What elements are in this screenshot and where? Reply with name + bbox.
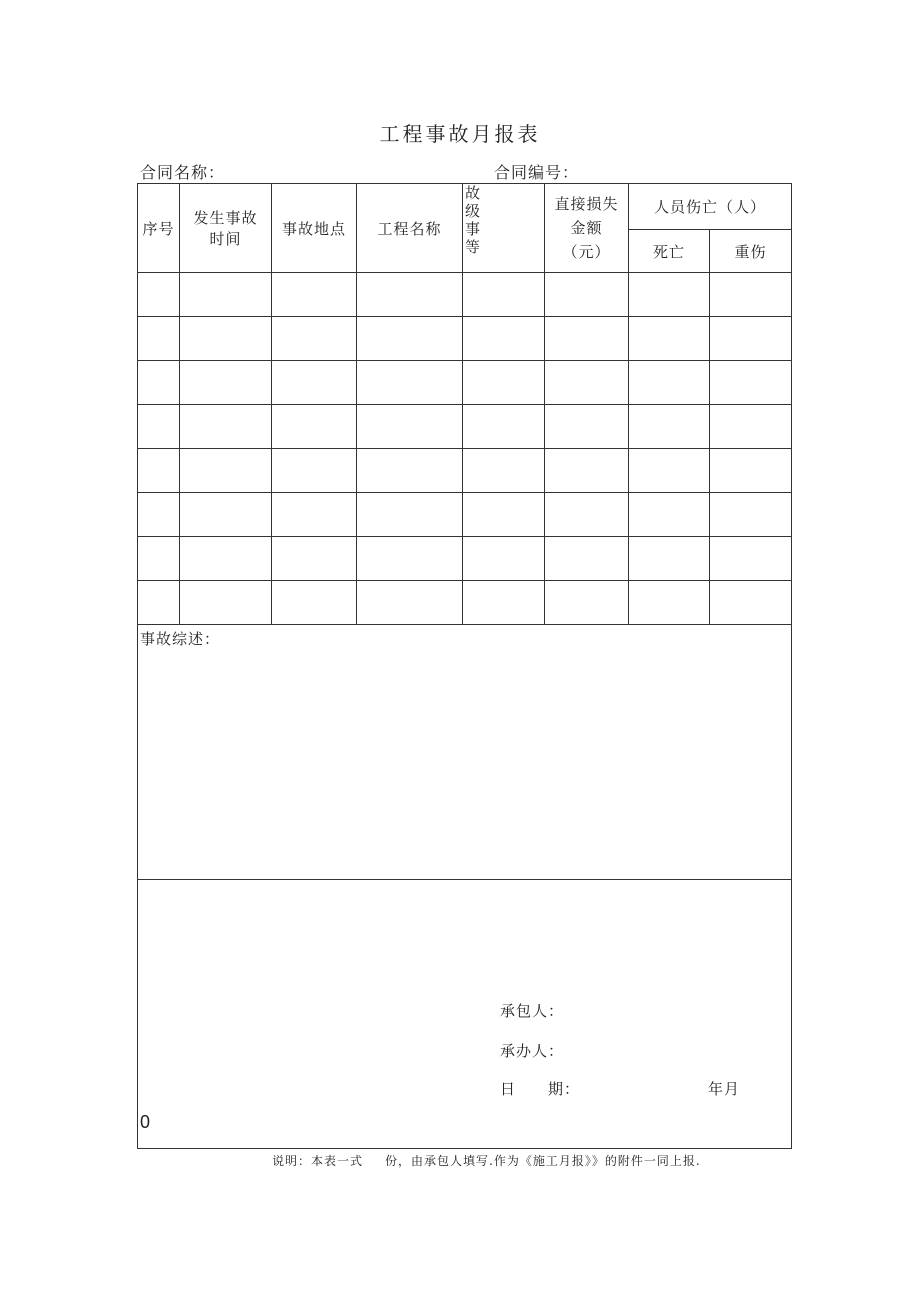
- cell-loss[interactable]: [545, 537, 629, 581]
- date-label: [500, 1078, 580, 1099]
- col-time-line1: 发生事故: [193, 209, 258, 227]
- cell-seq[interactable]: [138, 273, 180, 317]
- contract-no-label: 合同编号：: [494, 163, 580, 182]
- cell-death[interactable]: [629, 581, 710, 625]
- cell-time[interactable]: [180, 361, 272, 405]
- sign-cell: [138, 880, 792, 1149]
- cell-project[interactable]: [357, 537, 463, 581]
- cell-time[interactable]: [180, 581, 272, 625]
- cell-project[interactable]: [357, 273, 463, 317]
- col-level-char: 等: [465, 238, 482, 256]
- table-row: [138, 581, 792, 625]
- cell-project[interactable]: [357, 361, 463, 405]
- summary-row: [138, 625, 792, 880]
- col-death-header: 死亡: [629, 230, 710, 273]
- table-row: [138, 317, 792, 361]
- col-level-char: 级: [465, 202, 482, 220]
- footnote-part2: 份，由承包人填写.作为《施工月报》》的附件一同上报.: [385, 1154, 701, 1168]
- cell-level[interactable]: [463, 493, 545, 537]
- col-casualty-group-header: 人员伤亡（人）: [629, 184, 792, 230]
- cell-location[interactable]: [272, 537, 357, 581]
- col-level-header: [463, 184, 545, 273]
- cell-death[interactable]: [629, 493, 710, 537]
- cell-time[interactable]: [180, 537, 272, 581]
- date-units: 年月: [708, 1080, 741, 1098]
- cell-level[interactable]: [463, 537, 545, 581]
- cell-seq[interactable]: [138, 361, 180, 405]
- col-injury-header: 重伤: [710, 230, 792, 273]
- page-title: 工程事故月报表: [379, 122, 541, 146]
- cell-death[interactable]: [629, 361, 710, 405]
- cell-project[interactable]: [357, 317, 463, 361]
- cell-project[interactable]: [357, 581, 463, 625]
- cell-injury[interactable]: [710, 273, 792, 317]
- contract-name-label: 合同名称：: [140, 163, 226, 182]
- table-row: [138, 537, 792, 581]
- cell-location[interactable]: [272, 361, 357, 405]
- col-loss-line2: 金额: [570, 219, 603, 237]
- col-time-header: [180, 184, 272, 273]
- cell-loss[interactable]: [545, 493, 629, 537]
- cell-loss[interactable]: [545, 405, 629, 449]
- cell-loss[interactable]: [545, 317, 629, 361]
- cell-level[interactable]: [463, 317, 545, 361]
- cell-level[interactable]: [463, 361, 545, 405]
- corner-mark: 0: [140, 1112, 152, 1132]
- col-level-char: 事: [465, 220, 482, 238]
- table-row: [138, 405, 792, 449]
- cell-time[interactable]: [180, 273, 272, 317]
- table-row: [138, 361, 792, 405]
- col-time-line2: 时间: [209, 230, 242, 248]
- col-loss-line1: 直接损失: [554, 195, 619, 213]
- cell-seq[interactable]: [138, 537, 180, 581]
- col-project-header: 工程名称: [357, 184, 463, 273]
- cell-location[interactable]: [272, 273, 357, 317]
- accident-report-table: [137, 183, 792, 1149]
- header-row: [138, 184, 792, 230]
- table-row: [138, 449, 792, 493]
- cell-location[interactable]: [272, 581, 357, 625]
- cell-level[interactable]: [463, 273, 545, 317]
- cell-injury[interactable]: [710, 405, 792, 449]
- cell-location[interactable]: [272, 317, 357, 361]
- col-seq-header: 序号: [138, 184, 180, 273]
- cell-seq[interactable]: [138, 405, 180, 449]
- table-row: [138, 493, 792, 537]
- date-char2: 期：: [548, 1080, 581, 1098]
- cell-seq[interactable]: [138, 493, 180, 537]
- cell-level[interactable]: [463, 581, 545, 625]
- cell-project[interactable]: [357, 493, 463, 537]
- cell-death[interactable]: [629, 405, 710, 449]
- summary-cell[interactable]: [138, 625, 792, 880]
- cell-time[interactable]: [180, 405, 272, 449]
- cell-location[interactable]: [272, 493, 357, 537]
- cell-seq[interactable]: [138, 449, 180, 493]
- cell-project[interactable]: [357, 449, 463, 493]
- cell-death[interactable]: [629, 449, 710, 493]
- cell-loss[interactable]: [545, 449, 629, 493]
- summary-label: 事故综述：: [140, 630, 221, 648]
- cell-loss[interactable]: [545, 581, 629, 625]
- cell-time[interactable]: [180, 449, 272, 493]
- cell-time[interactable]: [180, 493, 272, 537]
- cell-time[interactable]: [180, 317, 272, 361]
- cell-loss[interactable]: [545, 361, 629, 405]
- cell-project[interactable]: [357, 405, 463, 449]
- cell-level[interactable]: [463, 449, 545, 493]
- cell-seq[interactable]: [138, 581, 180, 625]
- handler-label: 承办人：: [500, 1042, 565, 1060]
- col-level-char: 故: [465, 184, 482, 202]
- cell-death[interactable]: [629, 537, 710, 581]
- footnote-part1: 说明：本表一式: [272, 1154, 364, 1168]
- cell-death[interactable]: [629, 273, 710, 317]
- footnote: [272, 1152, 701, 1169]
- cell-injury[interactable]: [710, 493, 792, 537]
- cell-seq[interactable]: [138, 317, 180, 361]
- cell-location[interactable]: [272, 405, 357, 449]
- sign-row: [138, 880, 792, 1149]
- cell-death[interactable]: [629, 317, 710, 361]
- date-char1: 日: [500, 1080, 517, 1098]
- cell-injury[interactable]: [710, 581, 792, 625]
- cell-injury[interactable]: [710, 537, 792, 581]
- cell-injury[interactable]: [710, 361, 792, 405]
- contractor-label: 承包人：: [500, 1002, 565, 1020]
- cell-level[interactable]: [463, 405, 545, 449]
- cell-injury[interactable]: [710, 449, 792, 493]
- cell-loss[interactable]: [545, 273, 629, 317]
- col-loss-header: [545, 184, 629, 273]
- cell-injury[interactable]: [710, 317, 792, 361]
- table-row: [138, 273, 792, 317]
- col-location-header: 事故地点: [272, 184, 357, 273]
- col-loss-line3: （元）: [562, 243, 611, 261]
- cell-location[interactable]: [272, 449, 357, 493]
